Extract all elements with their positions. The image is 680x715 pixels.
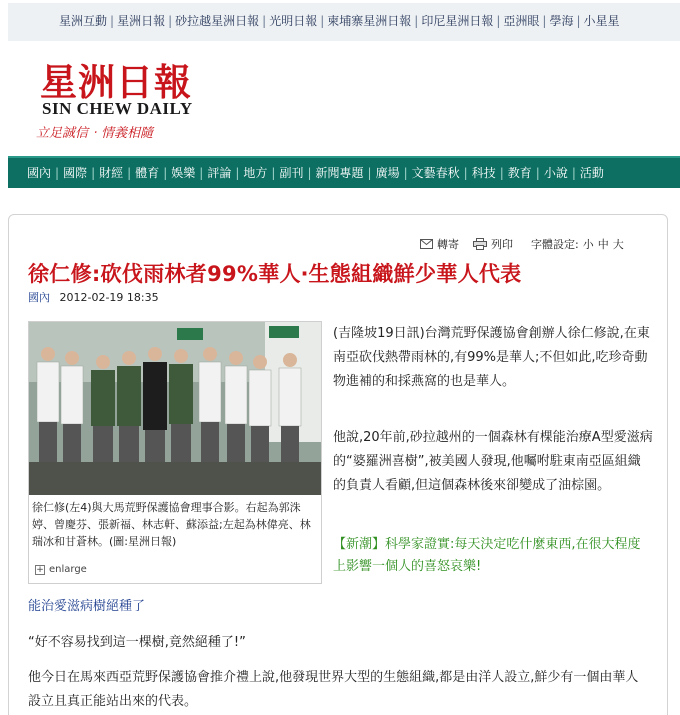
top-site-link-7[interactable]: 學海: [549, 14, 574, 28]
nav-separator: |: [367, 166, 372, 180]
photo-caption: 徐仁修(左4)與大馬荒野保護協會理事合影。右起為郭洙婷、曾慶芬、張新福、林志軒、蘇添益;左起為林偉亮、林瑞冰和甘蒼林。(圖:星洲日報): [32, 501, 311, 548]
top-site-links: [59, 12, 620, 29]
printer-icon: [473, 238, 487, 250]
nav-link-4[interactable]: 娛樂: [171, 166, 196, 180]
nav-link-0[interactable]: 國內: [27, 166, 52, 180]
main-nav-bar: [8, 156, 680, 188]
nav-link-1[interactable]: 國際: [63, 166, 88, 180]
font-small-button[interactable]: 小: [582, 238, 594, 251]
nav-link-8[interactable]: 新聞專題: [315, 166, 364, 180]
nav-link-12[interactable]: 教育: [507, 166, 532, 180]
article-datetime: 2012-02-19 18:35: [59, 291, 159, 304]
top-site-separator: |: [414, 14, 419, 28]
article-headline: 徐仁修:砍伐雨林者99%華人‧生態組織鮮少華人代表: [28, 262, 522, 286]
related-subheading-link[interactable]: 能治愛滋病樹絕種了: [28, 599, 146, 614]
article-lead-paragraph: (吉隆坡19日訊)台灣荒野保護協會創辦人徐仁修說,在東南亞砍伐熱帶雨林的,有99%是華人;不但如此,吃珍奇動物進補的和採燕窩的也是華人。: [333, 326, 650, 389]
article-photo[interactable]: [29, 322, 321, 495]
nav-separator: |: [535, 166, 540, 180]
top-site-separator: |: [320, 14, 325, 28]
nav-link-2[interactable]: 財經: [99, 166, 124, 180]
enlarge-button[interactable]: [35, 564, 87, 575]
nav-link-10[interactable]: 文藝春秋: [411, 166, 460, 180]
logo-english: SIN CHEW DAILY: [42, 99, 193, 118]
nav-separator: |: [91, 166, 96, 180]
nav-separator: |: [463, 166, 468, 180]
nav-separator: |: [127, 166, 132, 180]
top-site-separator: |: [542, 14, 547, 28]
nav-top-border: [8, 156, 680, 158]
top-site-separator: |: [576, 14, 581, 28]
nav-link-5[interactable]: 評論: [207, 166, 232, 180]
nav-separator: |: [235, 166, 240, 180]
logo-motto: 立足誠信‧情義相隨: [36, 126, 154, 141]
plus-icon: +: [36, 564, 44, 575]
logo-chinese: 星洲日報: [40, 60, 192, 104]
nav-link-11[interactable]: 科技: [471, 166, 496, 180]
article-tools: [420, 236, 624, 252]
top-site-separator: |: [262, 14, 267, 28]
nav-link-9[interactable]: 廣場: [375, 166, 400, 180]
print-button[interactable]: [473, 236, 513, 252]
top-site-link-3[interactable]: 光明日報: [269, 14, 318, 28]
envelope-icon: [420, 239, 433, 249]
nav-separator: |: [55, 166, 60, 180]
nav-separator: |: [571, 166, 576, 180]
group-photo-illustration: [29, 322, 321, 495]
print-label: 列印: [491, 238, 513, 251]
nav-separator: |: [163, 166, 168, 180]
font-size-setting: [527, 236, 624, 252]
nav-link-13[interactable]: 小說: [543, 166, 568, 180]
nav-link-3[interactable]: 體育: [135, 166, 160, 180]
nav-separator: |: [499, 166, 504, 180]
top-site-link-2[interactable]: 砂拉越星洲日報: [175, 14, 260, 28]
article-paragraph-3: 他今日在馬來西亞荒野保護協會推介禮上說,他發現世界大型的生態組織,都是由洋人設立,鮮少有一個由華人設立且真正能站出來的代表。: [28, 670, 639, 709]
top-utility-bar: [8, 3, 680, 41]
nav-link-6[interactable]: 地方: [243, 166, 268, 180]
top-site-separator: |: [168, 14, 173, 28]
forward-label: 轉寄: [437, 238, 459, 251]
nav-separator: |: [403, 166, 408, 180]
enlarge-label: enlarge: [49, 564, 87, 575]
top-site-link-5[interactable]: 印尼星洲日報: [421, 14, 494, 28]
top-site-separator: |: [496, 14, 501, 28]
font-large-button[interactable]: 大: [612, 238, 624, 251]
top-site-separator: |: [110, 14, 115, 28]
photo-box: [28, 321, 322, 584]
article-quote: “好不容易找到這一棵樹,竟然絕種了!”: [28, 635, 246, 650]
main-nav-links: [27, 164, 604, 181]
font-size-label: 字體設定:: [531, 238, 579, 251]
nav-link-7[interactable]: 副刊: [279, 166, 304, 180]
font-medium-button[interactable]: 中: [597, 238, 609, 251]
article-meta: [28, 289, 159, 305]
article-paragraph-2: 他說,20年前,砂拉越州的一個森林有棵能治療A型愛滋病的“婆羅洲喜樹”,被美國人發現,他囑咐駐東南亞區組織的負責人看顧,但這個森林後來卻變成了油棕園。: [333, 430, 653, 493]
top-site-link-8[interactable]: 小星星: [583, 14, 620, 28]
nav-separator: |: [199, 166, 204, 180]
forward-button[interactable]: [420, 236, 459, 252]
top-site-link-4[interactable]: 柬埔寨星洲日報: [327, 14, 412, 28]
top-site-link-1[interactable]: 星洲日報: [117, 14, 166, 28]
top-site-link-6[interactable]: 亞洲眼: [503, 14, 540, 28]
top-site-link-0[interactable]: 星洲互動: [59, 14, 108, 28]
nav-separator: |: [307, 166, 312, 180]
article-category[interactable]: 國內: [28, 291, 50, 304]
site-logo[interactable]: [30, 52, 210, 147]
nav-link-14[interactable]: 活動: [579, 166, 604, 180]
promo-link[interactable]: 【新潮】科學家證實:每天決定吃什麼東西,在很大程度上影響一個人的喜怒哀樂!: [333, 537, 641, 574]
nav-separator: |: [271, 166, 276, 180]
